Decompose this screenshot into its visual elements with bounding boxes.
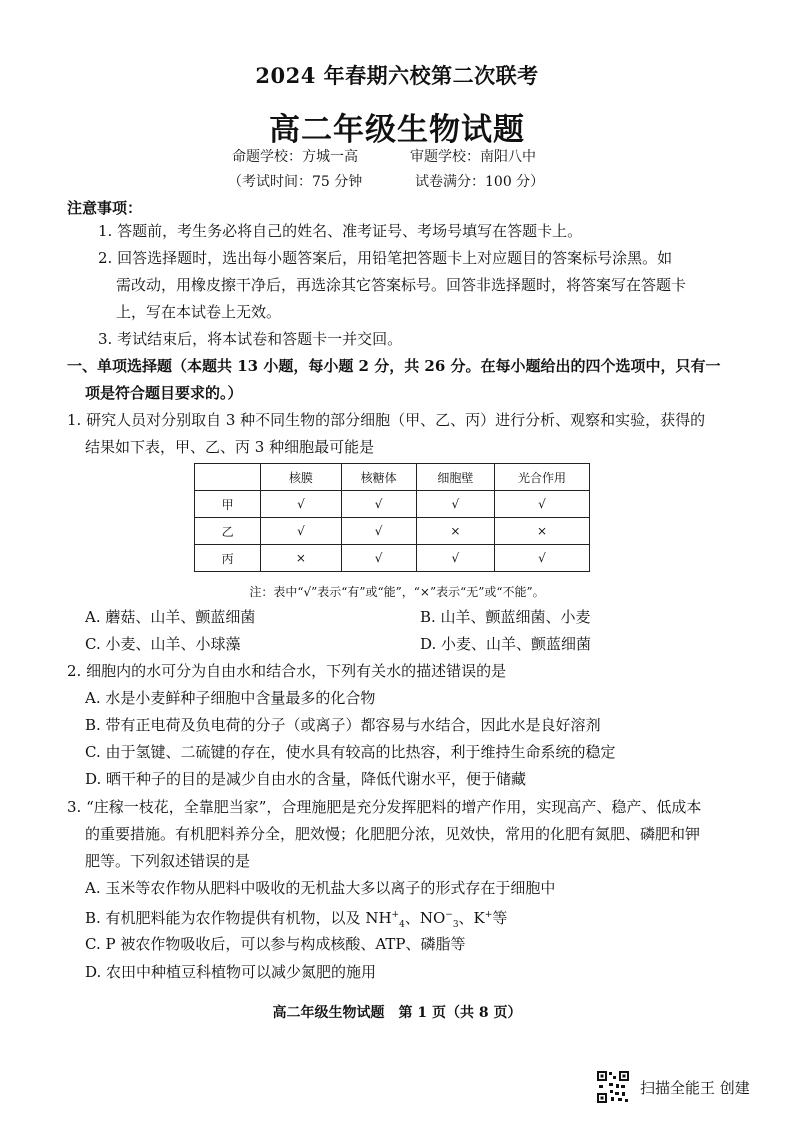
- q3-stem-cont: 肥等。下列叙述错误的是: [85, 852, 251, 870]
- superscript: +: [484, 910, 493, 920]
- q1-option-b: B. 山羊、颤蓝细菌、小麦: [420, 608, 591, 626]
- exam-score: 试卷满分：100 分）: [415, 174, 545, 190]
- q1-option-a: A. 蘑菇、山羊、颤蓝细菌: [85, 608, 256, 626]
- notice-line: 1. 答题前，考生务必将自己的姓名、准考证号、考场号填写在答题卡上。: [98, 222, 583, 240]
- qr-code-icon: [596, 1070, 630, 1104]
- superscript: +: [391, 910, 400, 920]
- subscript: 4: [399, 920, 405, 930]
- table-row: [195, 491, 590, 518]
- table-header: 细胞壁: [416, 464, 494, 491]
- q3-option-b-text: B. 有机肥料能为农作物提供有机物，以及 NH: [85, 909, 392, 927]
- q2-option-c: C. 由于氢键、二硫键的存在，使水具有较高的比热容，利于维持生命系统的稳定: [85, 743, 616, 761]
- notice-line: 3. 考试结束后，将本试卷和答题卡一并交回。: [98, 330, 403, 348]
- table-cell: ×: [261, 545, 341, 572]
- table-cell: 甲: [195, 491, 261, 518]
- table-cell: √: [416, 545, 494, 572]
- page-footer: 高二年级生物试题 第 1 页（共 8 页）: [272, 1005, 522, 1021]
- table-header: 光合作用: [494, 464, 589, 491]
- table-note: 注：表中“√”表示“有”或“能”，“×”表示“无”或“不能”。: [249, 585, 545, 599]
- q3-option-b-text: 等: [492, 909, 508, 927]
- q3-stem: 3. “庄稼一枝花，全靠肥当家”，合理施肥是充分发挥肥料的增产作用，实现高产、稳产、低成本: [67, 798, 702, 816]
- q1-stem: 1. 研究人员对分别取自 3 种不同生物的部分细胞（甲、乙、丙）进行分析、观察和实验，获得的: [67, 411, 706, 429]
- q1-option-c: C. 小麦、山羊、小球藻: [85, 635, 241, 653]
- q3-option-b: [85, 905, 507, 935]
- q1-stem-cont: 结果如下表，甲、乙、丙 3 种细胞最可能是: [85, 438, 375, 456]
- q3-option-b-text: 、NO: [404, 909, 446, 927]
- notice-line: 上，写在本试卷上无效。: [116, 303, 282, 321]
- q2-option-d: D. 晒干种子的目的是减少自由水的含量，降低代谢水平，便于储藏: [85, 770, 527, 788]
- reviewer-school: 审题学校：南阳八中: [410, 149, 536, 165]
- table-row: [195, 518, 590, 545]
- table-cell: √: [341, 545, 416, 572]
- q3-option-c: C. P 被农作物吸收后，可以参与构成核酸、ATP、磷脂等: [85, 935, 466, 953]
- q3-option-b-text: 、K: [458, 909, 485, 927]
- table-cell: √: [341, 491, 416, 518]
- table-header: 核糖体: [341, 464, 416, 491]
- table-header-row: [195, 464, 590, 491]
- table-cell: √: [341, 518, 416, 545]
- table-cell: √: [494, 491, 589, 518]
- table-cell: ×: [416, 518, 494, 545]
- notice-line: 2. 回答选择题时，选出每小题答案后，用铅笔把答题卡上对应题目的答案标号涂黑。如: [98, 249, 673, 267]
- q3-option-d: D. 农田中种植豆科植物可以减少氮肥的施用: [85, 963, 377, 981]
- table-cell: [195, 464, 261, 491]
- scanner-watermark: 扫描全能王 创建: [640, 1079, 750, 1097]
- table-cell: √: [494, 545, 589, 572]
- notice-line: 需改动，用橡皮擦干净后，再选涂其它答案标号。回答非选择题时，将答案写在答题卡: [116, 276, 687, 294]
- q1-table: [194, 463, 590, 572]
- exam-time: （考试时间：75 分钟: [228, 174, 363, 190]
- q2-stem: 2. 细胞内的水可分为自由水和结合水，下列有关水的描述错误的是: [67, 662, 507, 680]
- exam-title: 2024 年春期六校第二次联考: [255, 63, 539, 88]
- table-cell: √: [261, 491, 341, 518]
- q2-option-b: B. 带有正电荷及负电荷的分子（或离子）都容易与水结合，因此水是良好溶剂: [85, 716, 601, 734]
- q2-option-a: A. 水是小麦鲜种子细胞中含量最多的化合物: [85, 689, 376, 707]
- notice-title: 注意事项：: [67, 199, 143, 217]
- subject-title: 高二年级生物试题: [269, 112, 525, 148]
- table-cell: 乙: [195, 518, 261, 545]
- section-heading: 一、单项选择题（本题共 13 小题，每小题 2 分，共 26 分。在每小题给出的四个选项中，只有一: [67, 357, 721, 375]
- q3-stem-cont: 的重要措施。有机肥料养分全，肥效慢；化肥肥分浓，见效快，常用的化肥有氮肥、磷肥和钾: [85, 825, 701, 843]
- subscript: 3: [452, 920, 459, 930]
- table-header: 核膜: [261, 464, 341, 491]
- superscript: −: [445, 910, 453, 920]
- table-cell: 丙: [195, 545, 261, 572]
- q3-option-a: A. 玉米等农作物从肥料中吸收的无机盐大多以离子的形式存在于细胞中: [85, 879, 556, 897]
- q1-option-d: D. 小麦、山羊、颤蓝细菌: [420, 635, 592, 653]
- section-heading-cont: 项是符合题目要求的。）: [85, 384, 243, 402]
- setter-school: 命题学校：方城一高: [232, 149, 358, 165]
- table-row: [195, 545, 590, 572]
- table-cell: ×: [494, 518, 589, 545]
- table-cell: √: [416, 491, 494, 518]
- table-cell: √: [261, 518, 341, 545]
